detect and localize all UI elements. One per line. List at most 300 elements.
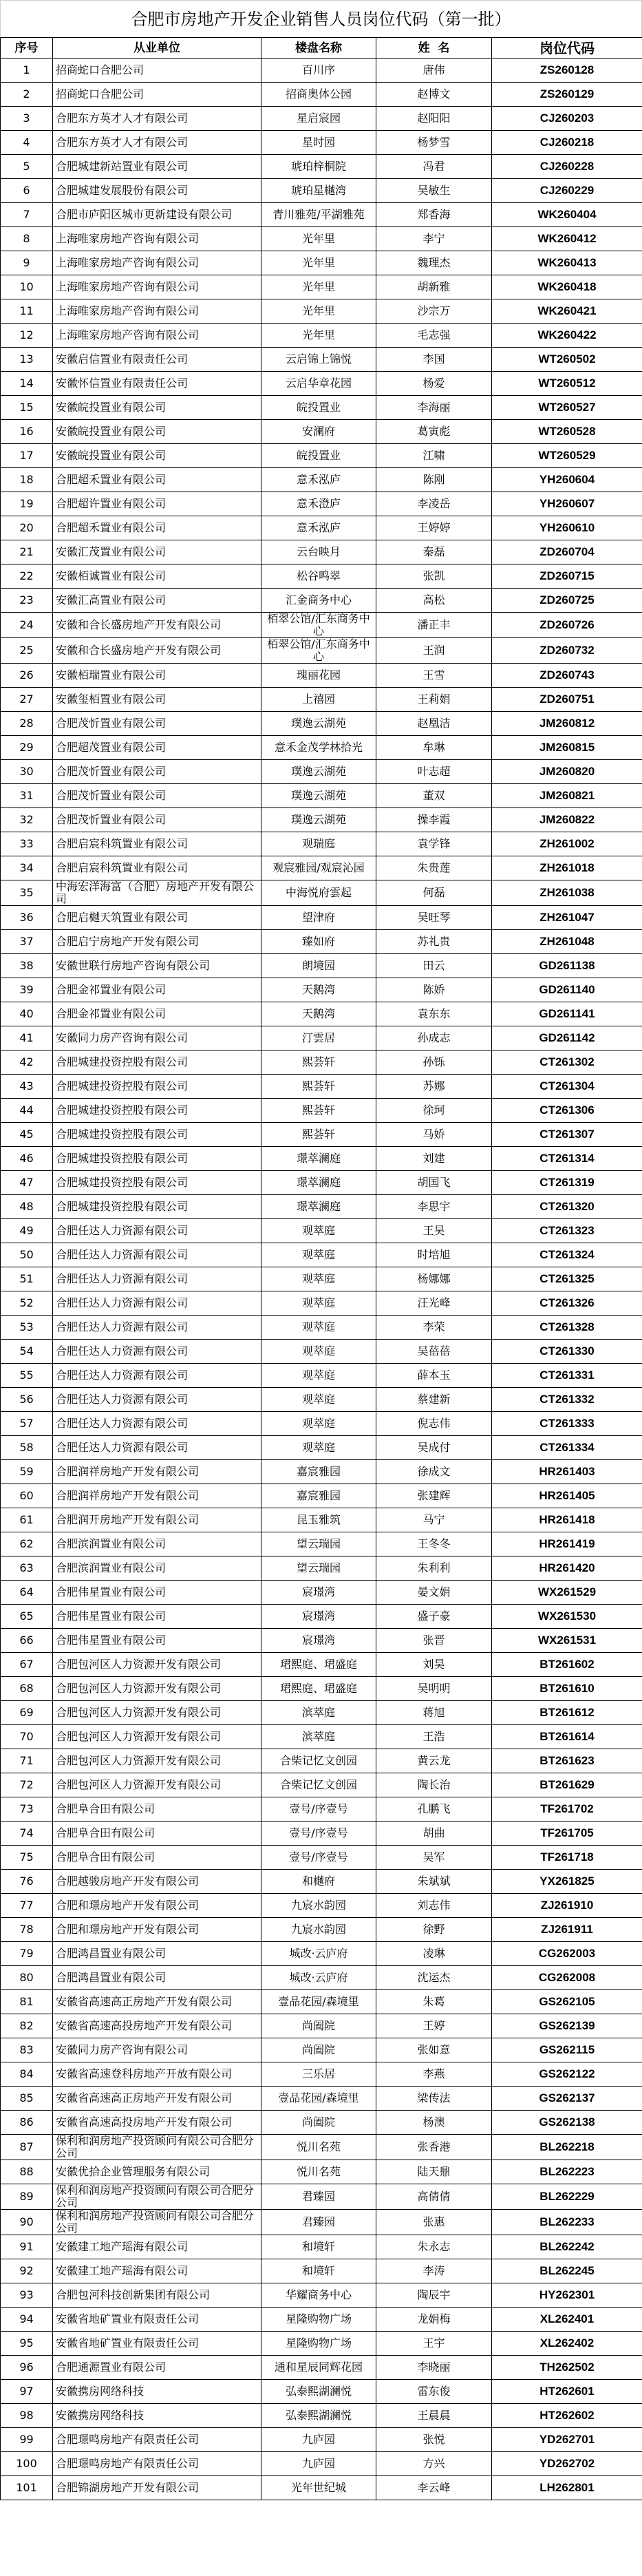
code-cell: BL262229 <box>492 2184 642 2210</box>
name-cell: 沙宗万 <box>376 299 492 324</box>
building-cell: 栢翠公馆/汇东商务中心 <box>261 613 376 638</box>
seq-cell: 19 <box>1 492 53 516</box>
company-cell: 合肥城建投资控股有限公司 <box>53 1051 261 1075</box>
company-cell: 合肥包河区人力资源开发有限公司 <box>53 1749 261 1773</box>
table-row <box>1 1605 642 1629</box>
seq-cell: 36 <box>1 906 53 930</box>
seq-cell: 99 <box>1 2428 53 2452</box>
table-row <box>1 2087 642 2111</box>
building-cell: 壹品花园/森境里 <box>261 2087 376 2111</box>
table-row <box>1 2356 642 2380</box>
code-cell: WT260512 <box>492 372 642 396</box>
table-row <box>1 1123 642 1147</box>
table-row <box>1 664 642 688</box>
code-cell: BT261602 <box>492 1653 642 1677</box>
company-cell: 合肥城建投资控股有限公司 <box>53 1195 261 1219</box>
building-cell: 宸璟湾 <box>261 1581 376 1605</box>
company-cell: 合肥滨润置业有限公司 <box>53 1532 261 1556</box>
seq-cell: 44 <box>1 1099 53 1123</box>
seq-cell: 58 <box>1 1436 53 1460</box>
code-cell: BT261614 <box>492 1725 642 1749</box>
building-cell: 熙荟轩 <box>261 1051 376 1075</box>
code-cell: CT261320 <box>492 1195 642 1219</box>
company-cell: 安徽省高速高投房地产开发有限公司 <box>53 2111 261 2135</box>
seq-cell: 40 <box>1 1002 53 1026</box>
code-cell: TH262502 <box>492 2356 642 2380</box>
company-cell: 保利和润房地产投资顾问有限公司合肥分公司 <box>53 2210 261 2235</box>
name-cell: 龙娟梅 <box>376 2308 492 2332</box>
company-cell: 安徽携房网络科技 <box>53 2380 261 2404</box>
code-cell: BL262245 <box>492 2259 642 2283</box>
table-row <box>1 1870 642 1894</box>
name-cell: 马娇 <box>376 1123 492 1147</box>
code-cell: WT260502 <box>492 348 642 372</box>
building-cell: 观萃庭 <box>261 1316 376 1340</box>
building-cell: 悦川名苑 <box>261 2160 376 2184</box>
name-cell: 李宁 <box>376 227 492 251</box>
building-cell: 光年里 <box>261 227 376 251</box>
building-cell: 观萃庭 <box>261 1364 376 1388</box>
header-building: 楼盘名称 <box>261 38 376 59</box>
code-cell: ZD260743 <box>492 664 642 688</box>
building-cell: 云启华章花园 <box>261 372 376 396</box>
company-cell: 安徽和合长盛房地产开发有限公司 <box>53 613 261 638</box>
seq-cell: 24 <box>1 613 53 638</box>
name-cell: 马宁 <box>376 1508 492 1532</box>
table-row <box>1 2452 642 2476</box>
building-cell: 朗境园 <box>261 954 376 978</box>
seq-cell: 35 <box>1 880 53 906</box>
company-cell: 合肥任达人力资源有限公司 <box>53 1340 261 1364</box>
code-cell: XL262401 <box>492 2308 642 2332</box>
company-cell: 安徽同力房产咨询有限公司 <box>53 2038 261 2062</box>
building-cell: 通和星辰同辉花园 <box>261 2356 376 2380</box>
name-cell: 冯君 <box>376 155 492 179</box>
building-cell: 皖投置业 <box>261 396 376 420</box>
building-cell: 壹号/序壹号 <box>261 1846 376 1870</box>
table-row <box>1 372 642 396</box>
company-cell: 合肥包河区人力资源开发有限公司 <box>53 1653 261 1677</box>
code-cell: GS262122 <box>492 2062 642 2087</box>
code-cell: CT261331 <box>492 1364 642 1388</box>
company-cell: 安徽建工地产瑶海有限公司 <box>53 2259 261 2283</box>
name-cell: 孔鹏飞 <box>376 1797 492 1822</box>
table-row <box>1 2135 642 2160</box>
company-cell: 合肥城建投资控股有限公司 <box>53 1075 261 1099</box>
table-row <box>1 978 642 1002</box>
code-cell: JM260822 <box>492 808 642 832</box>
company-cell: 安徽汇高置业有限公司 <box>53 589 261 613</box>
name-cell: 张悦 <box>376 2428 492 2452</box>
building-cell: 望云瑞园 <box>261 1532 376 1556</box>
name-cell: 毛志强 <box>376 324 492 348</box>
building-cell: 昆玉雅筑 <box>261 1508 376 1532</box>
company-cell: 合肥城建新站置业有限公司 <box>53 155 261 179</box>
company-cell: 安徽省地矿置业有限责任公司 <box>53 2332 261 2356</box>
name-cell: 刘建 <box>376 1147 492 1171</box>
code-cell: ZD260726 <box>492 613 642 638</box>
building-cell: 光年里 <box>261 275 376 299</box>
table-row <box>1 1460 642 1484</box>
seq-cell: 87 <box>1 2135 53 2160</box>
table-row <box>1 516 642 540</box>
code-cell: CT261304 <box>492 1075 642 1099</box>
name-cell: 薛本玉 <box>376 1364 492 1388</box>
name-cell: 田云 <box>376 954 492 978</box>
name-cell: 陶长治 <box>376 1773 492 1797</box>
table-row <box>1 107 642 131</box>
company-cell: 合肥超茂置业有限公司 <box>53 736 261 760</box>
table-row <box>1 638 642 664</box>
table-row <box>1 275 642 299</box>
building-cell: 和境轩 <box>261 2235 376 2259</box>
building-cell: 璟萃澜庭 <box>261 1147 376 1171</box>
seq-cell: 72 <box>1 1773 53 1797</box>
seq-cell: 25 <box>1 638 53 664</box>
seq-cell: 101 <box>1 2476 53 2500</box>
code-cell: YH260607 <box>492 492 642 516</box>
code-cell: BT261629 <box>492 1773 642 1797</box>
building-cell: 光年里 <box>261 251 376 275</box>
company-cell: 安徽玺栢置业有限公司 <box>53 688 261 712</box>
seq-cell: 27 <box>1 688 53 712</box>
building-cell: 招商奥体公园 <box>261 83 376 107</box>
header-seq: 序号 <box>1 38 53 59</box>
name-cell: 张如意 <box>376 2038 492 2062</box>
name-cell: 沈运杰 <box>376 1966 492 1990</box>
table-row <box>1 2235 642 2259</box>
seq-cell: 68 <box>1 1677 53 1701</box>
table-row <box>1 1436 642 1460</box>
building-cell: 望津府 <box>261 906 376 930</box>
company-cell: 合肥鸿昌置业有限公司 <box>53 1942 261 1966</box>
name-cell: 朱葛 <box>376 1990 492 2014</box>
building-cell: 三乐居 <box>261 2062 376 2087</box>
building-cell: 栢翠公馆/汇东商务中心 <box>261 638 376 664</box>
name-cell: 高倩倩 <box>376 2184 492 2210</box>
company-cell: 合肥茂忻置业有限公司 <box>53 808 261 832</box>
code-cell: BT261612 <box>492 1701 642 1725</box>
table-row <box>1 736 642 760</box>
company-cell: 合肥金祁置业有限公司 <box>53 1002 261 1026</box>
name-cell: 张建辉 <box>376 1484 492 1508</box>
company-cell: 合肥启宁房地产开发有限公司 <box>53 930 261 954</box>
seq-cell: 37 <box>1 930 53 954</box>
name-cell: 李荣 <box>376 1316 492 1340</box>
name-cell: 刘昊 <box>376 1653 492 1677</box>
company-cell: 上海唯家房地产咨询有限公司 <box>53 227 261 251</box>
table-row <box>1 2259 642 2283</box>
name-cell: 李国 <box>376 348 492 372</box>
code-cell: CT261334 <box>492 1436 642 1460</box>
seq-cell: 50 <box>1 1243 53 1267</box>
name-cell: 苏娜 <box>376 1075 492 1099</box>
seq-cell: 90 <box>1 2210 53 2235</box>
code-cell: BL262223 <box>492 2160 642 2184</box>
name-cell: 刘志伟 <box>376 1894 492 1918</box>
company-cell: 安徽皖投置业有限公司 <box>53 396 261 420</box>
table-row <box>1 930 642 954</box>
company-cell: 上海唯家房地产咨询有限公司 <box>53 251 261 275</box>
seq-cell: 26 <box>1 664 53 688</box>
table-row <box>1 468 642 492</box>
code-cell: CJ260228 <box>492 155 642 179</box>
company-cell: 安徽世联行房地产咨询有限公司 <box>53 954 261 978</box>
seq-cell: 78 <box>1 1918 53 1942</box>
seq-cell: 74 <box>1 1822 53 1846</box>
company-cell: 合肥任达人力资源有限公司 <box>53 1267 261 1291</box>
building-cell: 上禧园 <box>261 688 376 712</box>
table-row <box>1 2111 642 2135</box>
building-cell: 城改·云庐府 <box>261 1942 376 1966</box>
table-row <box>1 179 642 203</box>
company-cell: 安徽省高速登科房地产开放有限公司 <box>53 2062 261 2087</box>
name-cell: 陈娇 <box>376 978 492 1002</box>
company-cell: 合肥鸿昌置业有限公司 <box>53 1966 261 1990</box>
building-cell: 瑰丽花园 <box>261 664 376 688</box>
code-cell: HR261405 <box>492 1484 642 1508</box>
seq-cell: 4 <box>1 131 53 155</box>
seq-cell: 75 <box>1 1846 53 1870</box>
seq-cell: 11 <box>1 299 53 324</box>
name-cell: 黄云龙 <box>376 1749 492 1773</box>
name-cell: 杨澳 <box>376 2111 492 2135</box>
header-code: 岗位代码 <box>492 38 642 59</box>
seq-cell: 69 <box>1 1701 53 1725</box>
company-cell: 上海唯家房地产咨询有限公司 <box>53 324 261 348</box>
building-cell: 观宸雅园/观宸沁园 <box>261 856 376 880</box>
building-cell: 宸璟湾 <box>261 1605 376 1629</box>
table-row <box>1 1990 642 2014</box>
seq-cell: 17 <box>1 444 53 468</box>
table-row <box>1 2476 642 2500</box>
company-cell: 合肥任达人力资源有限公司 <box>53 1412 261 1436</box>
name-cell: 叶志超 <box>376 760 492 784</box>
seq-cell: 93 <box>1 2283 53 2308</box>
name-cell: 王宇 <box>376 2332 492 2356</box>
table-row <box>1 2380 642 2404</box>
name-cell: 王浩 <box>376 1725 492 1749</box>
table-row <box>1 2184 642 2210</box>
building-cell: 臻如府 <box>261 930 376 954</box>
name-cell: 盛子豪 <box>376 1605 492 1629</box>
building-cell: 九宸水韵园 <box>261 1894 376 1918</box>
seq-cell: 56 <box>1 1388 53 1412</box>
building-cell: 尚阖院 <box>261 2014 376 2038</box>
company-cell: 合肥城建投资控股有限公司 <box>53 1099 261 1123</box>
building-cell: 宸璟湾 <box>261 1629 376 1653</box>
code-cell: HR261403 <box>492 1460 642 1484</box>
name-cell: 江啸 <box>376 444 492 468</box>
company-cell: 合肥城建投资控股有限公司 <box>53 1147 261 1171</box>
building-cell: 松谷鸣翠 <box>261 564 376 589</box>
code-cell: ZD260715 <box>492 564 642 589</box>
table-row <box>1 396 642 420</box>
code-cell: WK260418 <box>492 275 642 299</box>
code-cell: TF261702 <box>492 1797 642 1822</box>
table-row <box>1 856 642 880</box>
building-cell: 中海悦府雲起 <box>261 880 376 906</box>
code-cell: WX261530 <box>492 1605 642 1629</box>
company-cell: 合肥东方英才人才有限公司 <box>53 131 261 155</box>
company-cell: 合肥润祥房地产开发有限公司 <box>53 1484 261 1508</box>
seq-cell: 55 <box>1 1364 53 1388</box>
table-row <box>1 348 642 372</box>
code-cell: ZH261047 <box>492 906 642 930</box>
building-cell: 璟萃澜庭 <box>261 1195 376 1219</box>
company-cell: 合肥包河区人力资源开发有限公司 <box>53 1701 261 1725</box>
company-cell: 安徽启信置业有限责任公司 <box>53 348 261 372</box>
code-cell: CJ260203 <box>492 107 642 131</box>
building-cell: 星隆购物广场 <box>261 2332 376 2356</box>
seq-cell: 54 <box>1 1340 53 1364</box>
company-cell: 上海唯家房地产咨询有限公司 <box>53 299 261 324</box>
name-cell: 朱永志 <box>376 2235 492 2259</box>
company-cell: 合肥城建投资控股有限公司 <box>53 1123 261 1147</box>
building-cell: 星隆购物广场 <box>261 2308 376 2332</box>
name-cell: 王雪 <box>376 664 492 688</box>
seq-cell: 8 <box>1 227 53 251</box>
building-cell: 弘泰熙湖澜悦 <box>261 2404 376 2428</box>
building-cell: 璞逸云湖苑 <box>261 760 376 784</box>
name-cell: 操李霞 <box>376 808 492 832</box>
name-cell: 汪光峰 <box>376 1291 492 1316</box>
code-cell: BT261610 <box>492 1677 642 1701</box>
code-cell: CT261306 <box>492 1099 642 1123</box>
company-cell: 合肥超禾置业有限公司 <box>53 516 261 540</box>
name-cell: 朱贵莲 <box>376 856 492 880</box>
code-cell: GD261140 <box>492 978 642 1002</box>
table-row <box>1 1797 642 1822</box>
code-cell: YD262701 <box>492 2428 642 2452</box>
table-row <box>1 1026 642 1051</box>
seq-cell: 83 <box>1 2038 53 2062</box>
company-cell: 保利和润房地产投资顾问有限公司合肥分公司 <box>53 2135 261 2160</box>
building-cell: 滨萃庭 <box>261 1701 376 1725</box>
table-row <box>1 1388 642 1412</box>
name-cell: 王婷 <box>376 2014 492 2038</box>
code-cell: JM260821 <box>492 784 642 808</box>
name-cell: 蔡建新 <box>376 1388 492 1412</box>
name-cell: 朱斌斌 <box>376 1870 492 1894</box>
name-cell: 李涛 <box>376 2259 492 2283</box>
company-cell: 安徽省高速高正房地产开发有限公司 <box>53 1990 261 2014</box>
building-cell: 汀雲居 <box>261 1026 376 1051</box>
company-cell: 合肥城建发展股份有限公司 <box>53 179 261 203</box>
building-cell: 壹号/序壹号 <box>261 1822 376 1846</box>
code-cell: ZD260751 <box>492 688 642 712</box>
seq-cell: 31 <box>1 784 53 808</box>
seq-cell: 98 <box>1 2404 53 2428</box>
name-cell: 徐野 <box>376 1918 492 1942</box>
table-row <box>1 1267 642 1291</box>
seq-cell: 34 <box>1 856 53 880</box>
company-cell: 安徽和合长盛房地产开发有限公司 <box>53 638 261 664</box>
company-cell: 安徽栢瑞置业有限公司 <box>53 664 261 688</box>
table-row <box>1 1195 642 1219</box>
building-cell: 望云瑞园 <box>261 1556 376 1581</box>
code-cell: BL262218 <box>492 2135 642 2160</box>
code-cell: CT261330 <box>492 1340 642 1364</box>
building-cell: 弘泰熙湖澜悦 <box>261 2380 376 2404</box>
seq-cell: 67 <box>1 1653 53 1677</box>
building-cell: 意禾澄庐 <box>261 492 376 516</box>
company-cell: 合肥包河区人力资源开发有限公司 <box>53 1677 261 1701</box>
name-cell: 赵阳阳 <box>376 107 492 131</box>
company-cell: 合肥任达人力资源有限公司 <box>53 1316 261 1340</box>
code-cell: CT261324 <box>492 1243 642 1267</box>
table-row <box>1 1171 642 1195</box>
building-cell: 云启锦上锦悦 <box>261 348 376 372</box>
building-cell: 天鹅湾 <box>261 978 376 1002</box>
name-cell: 潘正丰 <box>376 613 492 638</box>
code-cell: CT261333 <box>492 1412 642 1436</box>
name-cell: 孙成志 <box>376 1026 492 1051</box>
table-row <box>1 492 642 516</box>
table-row <box>1 1147 642 1171</box>
table-row <box>1 1773 642 1797</box>
code-cell: CT261319 <box>492 1171 642 1195</box>
building-cell: 合柴记忆文创园 <box>261 1773 376 1797</box>
building-cell: 星时园 <box>261 131 376 155</box>
code-cell: HR261418 <box>492 1508 642 1532</box>
company-cell: 合肥包河区人力资源开发有限公司 <box>53 1773 261 1797</box>
code-cell: ZH261018 <box>492 856 642 880</box>
table-row <box>1 155 642 179</box>
code-cell: WT260528 <box>492 420 642 444</box>
building-cell: 九庐园 <box>261 2428 376 2452</box>
name-cell: 王冬冬 <box>376 1532 492 1556</box>
table-row <box>1 1243 642 1267</box>
table-row <box>1 1051 642 1075</box>
building-cell: 意禾泓庐 <box>261 468 376 492</box>
table-row <box>1 613 642 638</box>
name-cell: 李海丽 <box>376 396 492 420</box>
seq-cell: 94 <box>1 2308 53 2332</box>
table-row <box>1 2404 642 2428</box>
name-cell: 孙铄 <box>376 1051 492 1075</box>
table-row <box>1 1412 642 1436</box>
building-cell: 皖投置业 <box>261 444 376 468</box>
company-cell: 合肥市庐阳区城市更新建设有限公司 <box>53 203 261 227</box>
building-cell: 观萃庭 <box>261 1267 376 1291</box>
name-cell: 吴蓓蓓 <box>376 1340 492 1364</box>
table-row <box>1 1749 642 1773</box>
name-cell: 赵博文 <box>376 83 492 107</box>
code-cell: HT262601 <box>492 2380 642 2404</box>
company-cell: 合肥启樾天筑置业有限公司 <box>53 906 261 930</box>
seq-cell: 81 <box>1 1990 53 2014</box>
table-row <box>1 1219 642 1243</box>
name-cell: 胡曲 <box>376 1822 492 1846</box>
seq-cell: 45 <box>1 1123 53 1147</box>
name-cell: 晏文娟 <box>376 1581 492 1605</box>
building-cell: 璟萃澜庭 <box>261 1171 376 1195</box>
seq-cell: 28 <box>1 712 53 736</box>
seq-cell: 22 <box>1 564 53 589</box>
table-row <box>1 832 642 856</box>
table-row <box>1 688 642 712</box>
table-row <box>1 324 642 348</box>
code-cell: CG262003 <box>492 1942 642 1966</box>
seq-cell: 82 <box>1 2014 53 2038</box>
table-row <box>1 2210 642 2235</box>
seq-cell: 97 <box>1 2380 53 2404</box>
code-cell: CT261326 <box>492 1291 642 1316</box>
building-cell: 君臻园 <box>261 2184 376 2210</box>
building-cell: 壹号/序壹号 <box>261 1797 376 1822</box>
building-cell: 九庐园 <box>261 2452 376 2476</box>
